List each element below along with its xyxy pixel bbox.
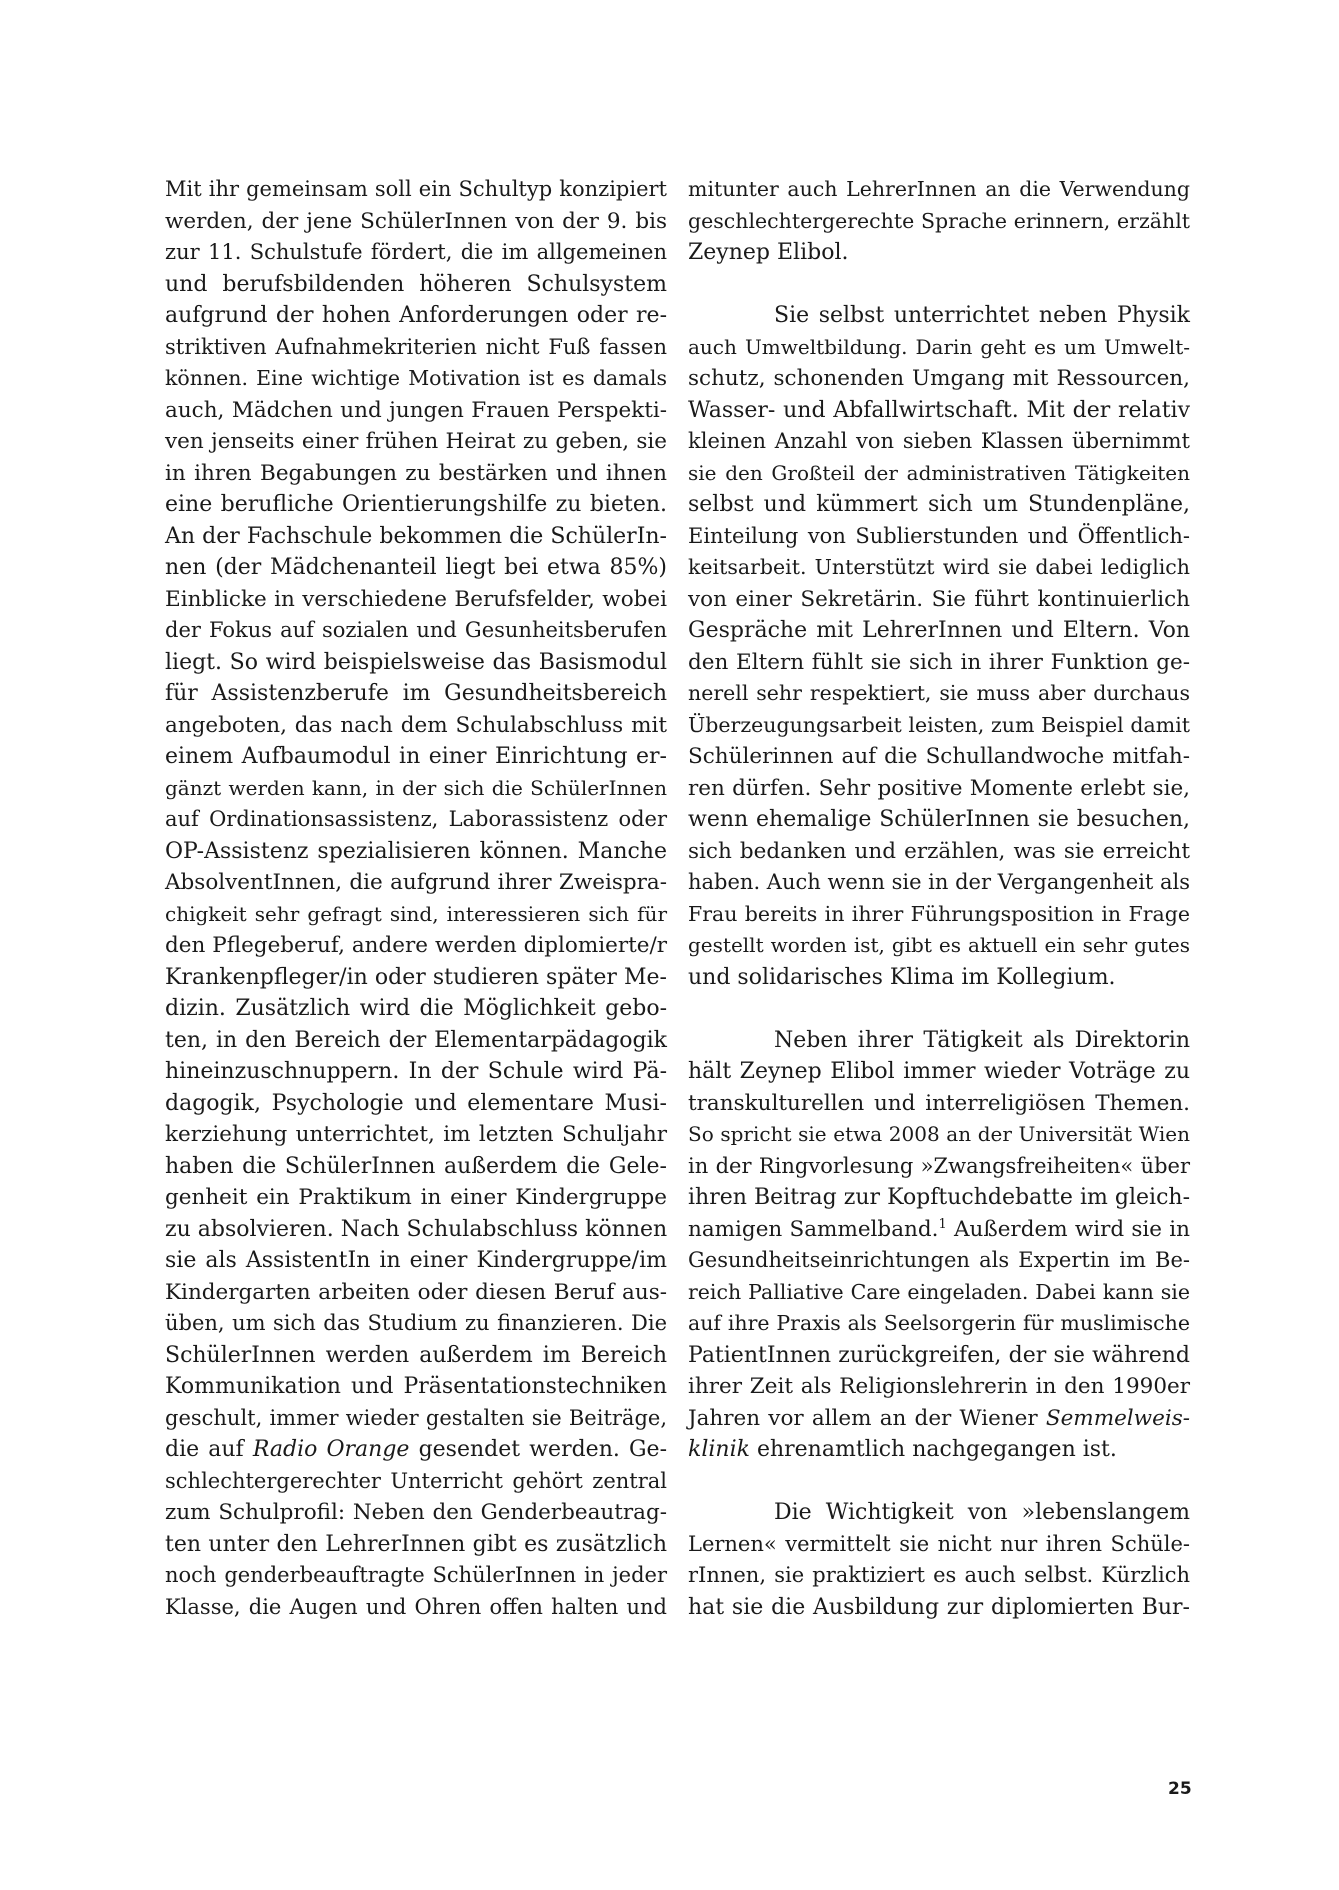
text-line: sie als AssistentIn in einer Kindergruppe/im: [165, 1248, 667, 1273]
text-line: geschult, immer wieder gestalten sie Beiträge,: [165, 1405, 667, 1430]
text-line: üben, um sich das Studium zu finanzieren. Die: [165, 1311, 667, 1335]
text-line: Wasser- und Abfallwirtschaft. Mit der relativ: [688, 397, 1190, 423]
text-line: zu absolvieren. Nach Schulabschluss können: [165, 1216, 668, 1242]
text-line: zum Schulprofil: Neben den Genderbeautrag-: [165, 1500, 667, 1525]
text-line: schlechtergerechter Unterricht gehört zentral: [165, 1468, 667, 1493]
text-line: Sie selbst unterrichtet neben Physik: [774, 303, 1190, 328]
text-line: schutz, schonenden Umgang mit Ressourcen,: [688, 366, 1190, 391]
text-line: zur 11. Schulstufe fördert, die im allgemeinen: [165, 240, 667, 264]
text-line: Einblicke in verschiedene Berufsfelder, wobei: [165, 586, 667, 612]
text-line: [688, 1434, 1190, 1466]
text-line: mitunter auch LehrerInnen an die Verwendung: [688, 177, 1190, 201]
text-line: hineinzuschnuppern. In der Schule wird Pä-: [165, 1059, 667, 1084]
text-line: ten, in den Bereich der Elementarpädagogik: [165, 1027, 667, 1053]
text-line: ven jenseits einer frühen Heirat zu geben, sie: [165, 429, 667, 454]
text-line: Gesundheitseinrichtungen als Expertin im Be-: [688, 1248, 1190, 1272]
text-line: und berufsbildenden höheren Schulsystem: [165, 271, 667, 297]
text-line: auch, Mädchen und jungen Frauen Perspekti-: [165, 397, 667, 423]
text-line: keitsarbeit. Unterstützt wird sie dabei lediglich: [688, 555, 1190, 579]
text-line: der Fokus auf sozialen und Gesunheitsberufen: [165, 618, 667, 642]
text-line: auf Ordinationsassistenz, Laborassistenz oder: [165, 807, 667, 831]
paragraph-3: [688, 1025, 1190, 1466]
text-line: Einteilung von Sublierstunden und Öffentlich-: [688, 523, 1190, 548]
text-line: werden, der jene SchülerInnen von der 9. bis: [165, 208, 667, 234]
text-line: sie den Großteil der administrativen Tätigkeiten: [688, 460, 1190, 485]
text-line: angeboten, das nach dem Schulabschluss mit: [165, 712, 667, 738]
text-line: An der Fachschule bekommen die SchülerIn-: [165, 523, 667, 549]
text-line: striktiven Aufnahmekriterien nicht Fuß fassen: [165, 334, 667, 359]
text-line: Zeynep Elibol.: [688, 240, 849, 265]
right-column: [688, 174, 1190, 1623]
text-line: den Eltern fühlt sie sich in ihrer Funktion ge-: [688, 649, 1190, 675]
text-line: eine berufliche Orientierungshilfe zu bieten.: [165, 492, 667, 517]
text-run: gesendet werden. Ge-: [409, 1437, 668, 1462]
text-run: die auf: [165, 1437, 253, 1462]
paragraph-gap: [688, 993, 1190, 1025]
text-line: wenn ehemalige SchülerInnen sie besuchen,: [688, 807, 1190, 832]
text-line: OP-Assistenz spezialisieren können. Manche: [165, 838, 667, 864]
text-line: [688, 1403, 1190, 1435]
text-line: [688, 1214, 1190, 1246]
paragraph-1: [688, 174, 1190, 269]
text-run: ehrenamtlich nachgegangen ist.: [749, 1437, 1117, 1462]
text-line: transkulturellen und interreligiösen Themen.: [688, 1090, 1190, 1116]
text-run: Außerdem wird sie in: [946, 1216, 1190, 1242]
text-line: nerell sehr respektiert, sie muss aber durchaus: [688, 681, 1190, 705]
text-line: chigkeit sehr gefragt sind, interessieren sich für: [165, 901, 667, 926]
text-line: Überzeugungsarbeit leisten, zum Beispiel damit: [688, 712, 1190, 737]
text-line: von einer Sekretärin. Sie führt kontinuierlich: [688, 586, 1190, 612]
clinic-name: Semmelweis-: [1045, 1405, 1190, 1431]
text-line: selbst und kümmert sich um Stundenpläne,: [688, 492, 1190, 517]
text-line: und solidarisches Klima im Kollegium.: [688, 964, 1116, 990]
text-line: dagogik, Psychologie und elementare Musi-: [165, 1090, 667, 1116]
text-line: Frau bereits in ihrer Führungsposition in Frage: [688, 901, 1190, 926]
text-line: ren dürfen. Sehr positive Momente erlebt sie,: [688, 775, 1190, 801]
text-line: einem Aufbaumodul in einer Einrichtung er-: [165, 744, 667, 769]
text-line: [165, 1434, 667, 1466]
text-line: gestellt worden ist, gibt es aktuell ein sehr gutes: [688, 933, 1190, 957]
text-line: haben die SchülerInnen außerdem die Gele-: [165, 1153, 667, 1179]
text-line: können. Eine wichtige Motivation ist es damals: [165, 366, 667, 390]
text-line: Die Wichtigkeit von »lebenslangem: [774, 1500, 1190, 1525]
text-line: Neben ihrer Tätigkeit als Direktorin: [774, 1027, 1190, 1053]
paragraph-gap: [688, 269, 1190, 301]
text-line: PatientInnen zurückgreifen, der sie während: [688, 1342, 1190, 1368]
text-line: Krankenpfleger/in oder studieren später Me-: [165, 964, 667, 990]
text-line: noch genderbeauftragte SchülerInnen in jeder: [165, 1563, 667, 1587]
paragraph-gap: [688, 1466, 1190, 1498]
text-line: liegt. So wird beispielsweise das Basismodul: [165, 649, 667, 675]
text-line: für Assistenzberufe im Gesundheitsbereich: [165, 681, 667, 706]
text-line: Kindergarten arbeiten oder diesen Beruf aus-: [165, 1279, 667, 1305]
text-line: kerziehung unterrichtet, im letzten Schuljahr: [165, 1122, 667, 1147]
text-line: hält Zeynep Elibol immer wieder Voträge zu: [688, 1059, 1190, 1084]
text-line: SchülerInnen werden außerdem im Bereich: [165, 1342, 667, 1368]
text-line: sich bedanken und erzählen, was sie erreicht: [688, 838, 1190, 864]
text-line: auf ihre Praxis als Seelsorgerin für muslimische: [688, 1311, 1190, 1335]
text-line: genheit ein Praktikum in einer Kindergruppe: [165, 1185, 667, 1210]
text-line: ihrer Zeit als Religionslehrerin in den 1990er: [688, 1374, 1190, 1399]
text-line: reich Palliative Care eingeladen. Dabei kann sie: [688, 1279, 1190, 1304]
text-line: AbsolventInnen, die aufgrund ihrer Zweispra-: [165, 870, 667, 895]
text-line: Gespräche mit LehrerInnen und Eltern. Von: [688, 618, 1190, 643]
text-line: den Pflegeberuf, andere werden diplomierte/r: [165, 933, 667, 958]
text-run: namigen Sammelband.: [688, 1216, 939, 1242]
text-line: hat sie die Ausbildung zur diplomierten Bur-: [688, 1594, 1190, 1620]
text-line: dizin. Zusätzlich wird die Möglichkeit gebo-: [165, 996, 667, 1021]
text-line: gänzt werden kann, in der sich die SchülerInnen: [165, 775, 667, 800]
text-line: ihren Beitrag zur Kopftuchdebatte im gleich-: [688, 1185, 1190, 1210]
text-line: aufgrund der hohen Anforderungen oder re-: [165, 303, 667, 328]
text-line: haben. Auch wenn sie in der Vergangenheit als: [688, 870, 1191, 894]
text-line: So spricht sie etwa 2008 an der Universität Wien: [688, 1122, 1190, 1146]
text-line: kleinen Anzahl von sieben Klassen übernimmt: [688, 429, 1190, 453]
text-line: rInnen, sie praktiziert es auch selbst. Kürzlich: [688, 1563, 1190, 1587]
text-line: Schülerinnen auf die Schullandwoche mitfah-: [688, 744, 1190, 769]
page-number: 25: [1168, 1779, 1192, 1799]
footnote-marker: 1: [938, 1216, 947, 1232]
radio-title: Radio Orange: [252, 1437, 410, 1462]
text-line: in ihren Begabungen zu bestärken und ihnen: [165, 460, 667, 486]
clinic-name: klinik: [688, 1437, 750, 1462]
text-run: Jahren vor allem an der Wiener: [688, 1405, 1046, 1431]
text-line: ten unter den LehrerInnen gibt es zusätzlich: [165, 1531, 667, 1557]
paragraph-4: [688, 1497, 1190, 1623]
text-line: Klasse, die Augen und Ohren offen halten und: [165, 1594, 667, 1619]
text-line: in der Ringvorlesung »Zwangsfreiheiten« über: [688, 1153, 1190, 1178]
text-line: nen (der Mädchenanteil liegt bei etwa 85%): [165, 555, 667, 580]
text-line: Kommunikation und Präsentationstechniken: [165, 1374, 667, 1399]
text-line: Lernen« vermittelt sie nicht nur ihren Schüle-: [688, 1531, 1190, 1556]
text-line: Mit ihr gemeinsam soll ein Schultyp konzipiert: [165, 177, 667, 201]
paragraph-2: [688, 300, 1190, 993]
text-line: geschlechtergerechte Sprache erinnern, erzählt: [688, 208, 1190, 233]
left-column: [165, 174, 667, 1623]
text-line: auch Umweltbildung. Darin geht es um Umwelt-: [688, 334, 1190, 359]
